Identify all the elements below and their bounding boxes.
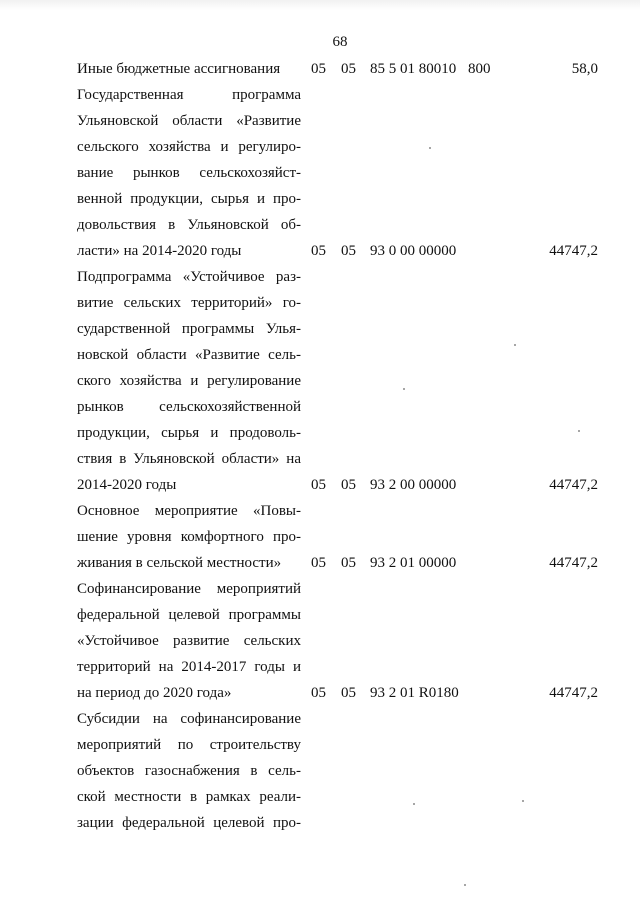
target-article-code: 93 2 01 00000 (370, 555, 457, 571)
section-code: 05 (311, 477, 326, 493)
subsection-code: 05 (341, 477, 356, 493)
description-line: Ульяновской области «Развитие (77, 113, 301, 129)
description-line: Государственная программа (77, 87, 301, 103)
table-row (0, 264, 640, 498)
description-line: рынков сельскохозяйственной (77, 399, 301, 415)
section-code: 05 (311, 555, 326, 571)
subsection-code: 05 (341, 61, 356, 77)
row-description (77, 264, 301, 498)
target-article-code: 85 5 01 80010 (370, 61, 457, 77)
description-line: мероприятий по строительству (77, 737, 301, 753)
description-line: довольствия в Ульяновской об- (77, 217, 301, 233)
target-article-code: 93 0 00 00000 (370, 243, 457, 259)
amount-value: 44747,2 (549, 555, 598, 571)
description-line: ласти» на 2014-2020 годы (77, 243, 242, 259)
scan-top-edge (0, 0, 640, 10)
row-description (77, 576, 301, 706)
description-line: 2014-2020 годы (77, 477, 177, 493)
description-line: Основное мероприятие «Повы- (77, 503, 301, 519)
expense-type-code: 800 (468, 61, 491, 77)
row-description (77, 706, 301, 836)
description-line: венной продукции, сырья и про- (77, 191, 301, 207)
description-line: ствия в Ульяновской области» на (77, 451, 301, 467)
description-line: территорий на 2014-2017 годы и (77, 659, 301, 675)
table-row (0, 706, 640, 836)
description-line: сельского хозяйства и регулиро- (77, 139, 301, 155)
table-row (0, 576, 640, 706)
description-line: на период до 2020 года» (77, 685, 232, 701)
description-line: продукции, сырья и продоволь- (77, 425, 301, 441)
description-line: зации федеральной целевой про- (77, 815, 301, 831)
description-line: ской местности в рамках реали- (77, 789, 301, 805)
page-number: 68 (332, 34, 348, 50)
amount-value: 44747,2 (549, 243, 598, 259)
subsection-code: 05 (341, 555, 356, 571)
description-line: живания в сельской местности» (77, 555, 282, 571)
amount-value: 44747,2 (549, 477, 598, 493)
description-line: федеральной целевой программы (77, 607, 301, 623)
description-line: витие сельских территорий» го- (77, 295, 301, 311)
row-description (77, 82, 301, 264)
target-article-code: 93 2 00 00000 (370, 477, 457, 493)
section-code: 05 (311, 61, 326, 77)
description-line: объектов газоснабжения в сель- (77, 763, 301, 779)
table-row (0, 82, 640, 264)
description-line: сударственной программы Улья- (77, 321, 301, 337)
subsection-code: 05 (341, 243, 356, 259)
description-line: Софинансирование мероприятий (77, 581, 301, 597)
table-row (0, 498, 640, 576)
description-line: шение уровня комфортного про- (77, 529, 301, 545)
description-line: Субсидии на софинансирование (77, 711, 301, 727)
table-row (0, 56, 640, 82)
description-line: Иные бюджетные ассигнования (77, 61, 281, 77)
row-description (77, 56, 301, 82)
row-description (77, 498, 301, 576)
amount-value: 44747,2 (549, 685, 598, 701)
section-code: 05 (311, 243, 326, 259)
description-line: вание рынков сельскохозяйст- (77, 165, 301, 181)
description-line: Подпрограмма «Устойчивое раз- (77, 269, 301, 285)
subsection-code: 05 (341, 685, 356, 701)
description-line: ского хозяйства и регулирование (77, 373, 301, 389)
amount-value: 58,0 (571, 61, 598, 77)
description-line: новской области «Развитие сель- (77, 347, 301, 363)
section-code: 05 (311, 685, 326, 701)
description-line: «Устойчивое развитие сельских (77, 633, 301, 649)
scan-speck (464, 884, 466, 886)
target-article-code: 93 2 01 R0180 (370, 685, 459, 701)
